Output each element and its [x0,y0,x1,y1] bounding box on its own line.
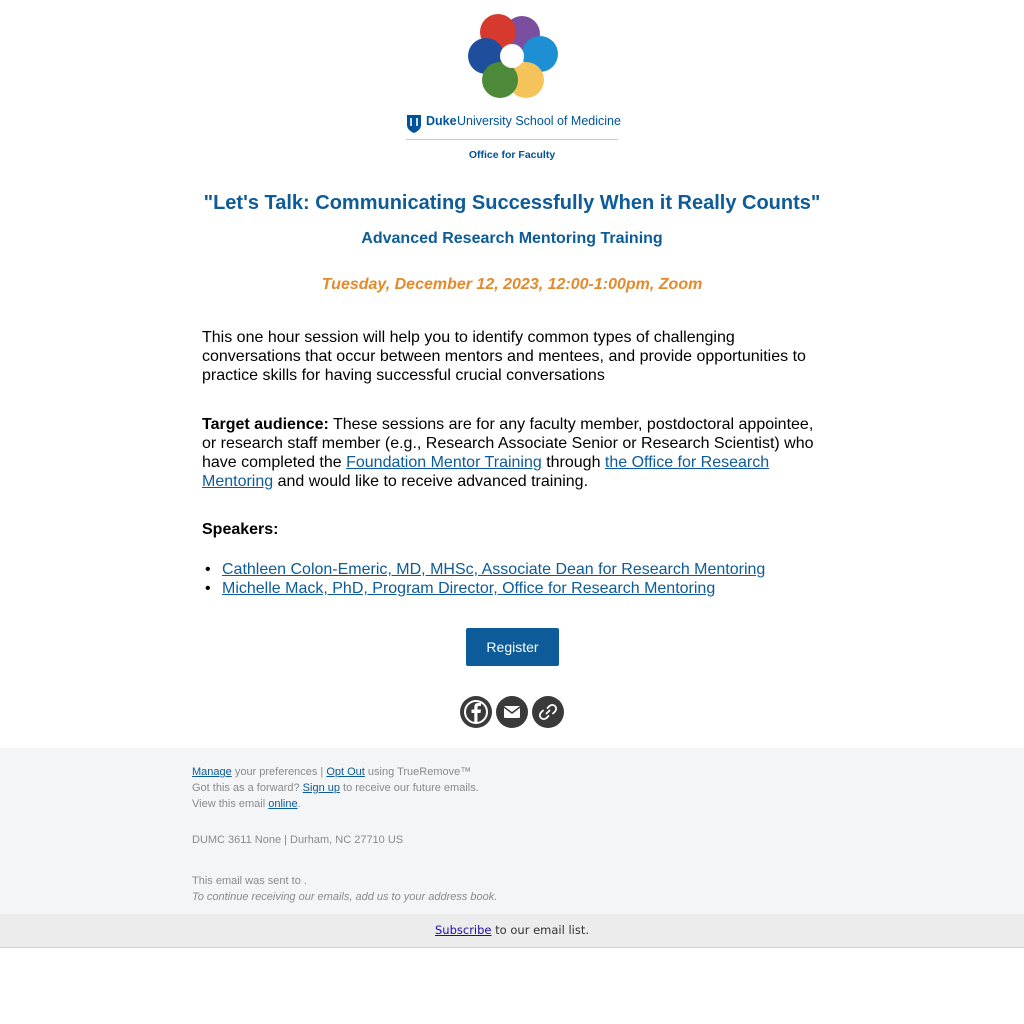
footer-text: using TrueRemove™ [364,766,472,778]
preferences-line [192,766,471,778]
speaker-link[interactable]: Michelle Mack, PhD, Program Director, Office for Research Mentoring [222,580,716,597]
email-share-button[interactable] [496,696,528,728]
view-online-link[interactable]: online [268,798,298,810]
email-footer [0,748,1024,914]
bullet-icon: • [205,580,211,597]
facebook-share-button[interactable] [460,696,492,728]
mailing-address: DUMC 3611 None | Durham, NC 27710 US [192,834,404,846]
sent-to-line: This email was sent to . [192,875,307,887]
footer-text: your preferences | [231,766,327,778]
office-research-mentoring-link[interactable]: the Office for Research Mentoring [202,454,770,490]
audience-text: These sessions are for any faculty member, postdoctoral appointee, or research staff member (e.g., Research Associate Senior or Research Scientist) who have completed the [202,416,814,471]
event-description: This one hour session will help you to identify common types of challenging conversations that occur between mentors and mentees, and provide opportunities to practice skills for having successful crucial conversations [202,329,806,384]
header-logo [0,0,1024,180]
audience-text: through [541,454,605,471]
address-book-note: To continue receiving our emails, add us to your address book. [192,891,498,903]
duke-wordmark [406,113,620,135]
event-title: "Let's Talk: Communicating Successfully When it Really Counts" [203,192,821,214]
subscribe-bar [0,914,1024,948]
forward-line [192,782,479,794]
footer-text: View this email [192,798,269,810]
school-name: University School of Medicine [457,114,621,128]
speakers-list [202,560,822,598]
opt-out-link[interactable]: Opt Out [326,766,365,778]
register-button[interactable]: Register [466,628,559,666]
footer-text: to receive our future emails. [339,782,479,794]
link-icon [532,696,564,728]
office-name: Office for Faculty [468,149,556,161]
manage-link[interactable]: Manage [192,766,232,778]
foundation-mentor-training-link[interactable]: Foundation Mentor Training [346,454,542,471]
pinwheel-logo-icon [464,10,560,102]
view-online-line [192,798,301,810]
facebook-icon [460,696,492,728]
subscribe-text: to our email list. [491,923,589,937]
subscribe-link[interactable]: Subscribe [435,923,492,937]
email-icon [496,696,528,728]
list-item [202,560,822,579]
divider [406,139,618,140]
event-subtitle: Advanced Research Mentoring Training [361,230,663,247]
duke-shield-icon [406,114,422,134]
footer-text: . [297,798,301,810]
footer-text: Got this as a forward? [192,782,303,794]
target-audience-paragraph [202,415,822,491]
copy-link-button[interactable] [532,696,564,728]
sign-up-link[interactable]: Sign up [302,782,340,794]
speaker-link[interactable]: Cathleen Colon-Emeric, MD, MHSc, Associate Dean for Research Mentoring [222,561,766,578]
list-item [202,579,822,598]
audience-text: and would like to receive advanced training. [273,473,589,490]
duke-word: Duke [426,114,457,128]
speakers-heading: Speakers: [202,521,279,538]
bullet-icon: • [205,561,211,578]
audience-label: Target audience: [202,416,329,433]
event-date: Tuesday, December 12, 2023, 12:00-1:00pm, Zoom [321,276,703,293]
